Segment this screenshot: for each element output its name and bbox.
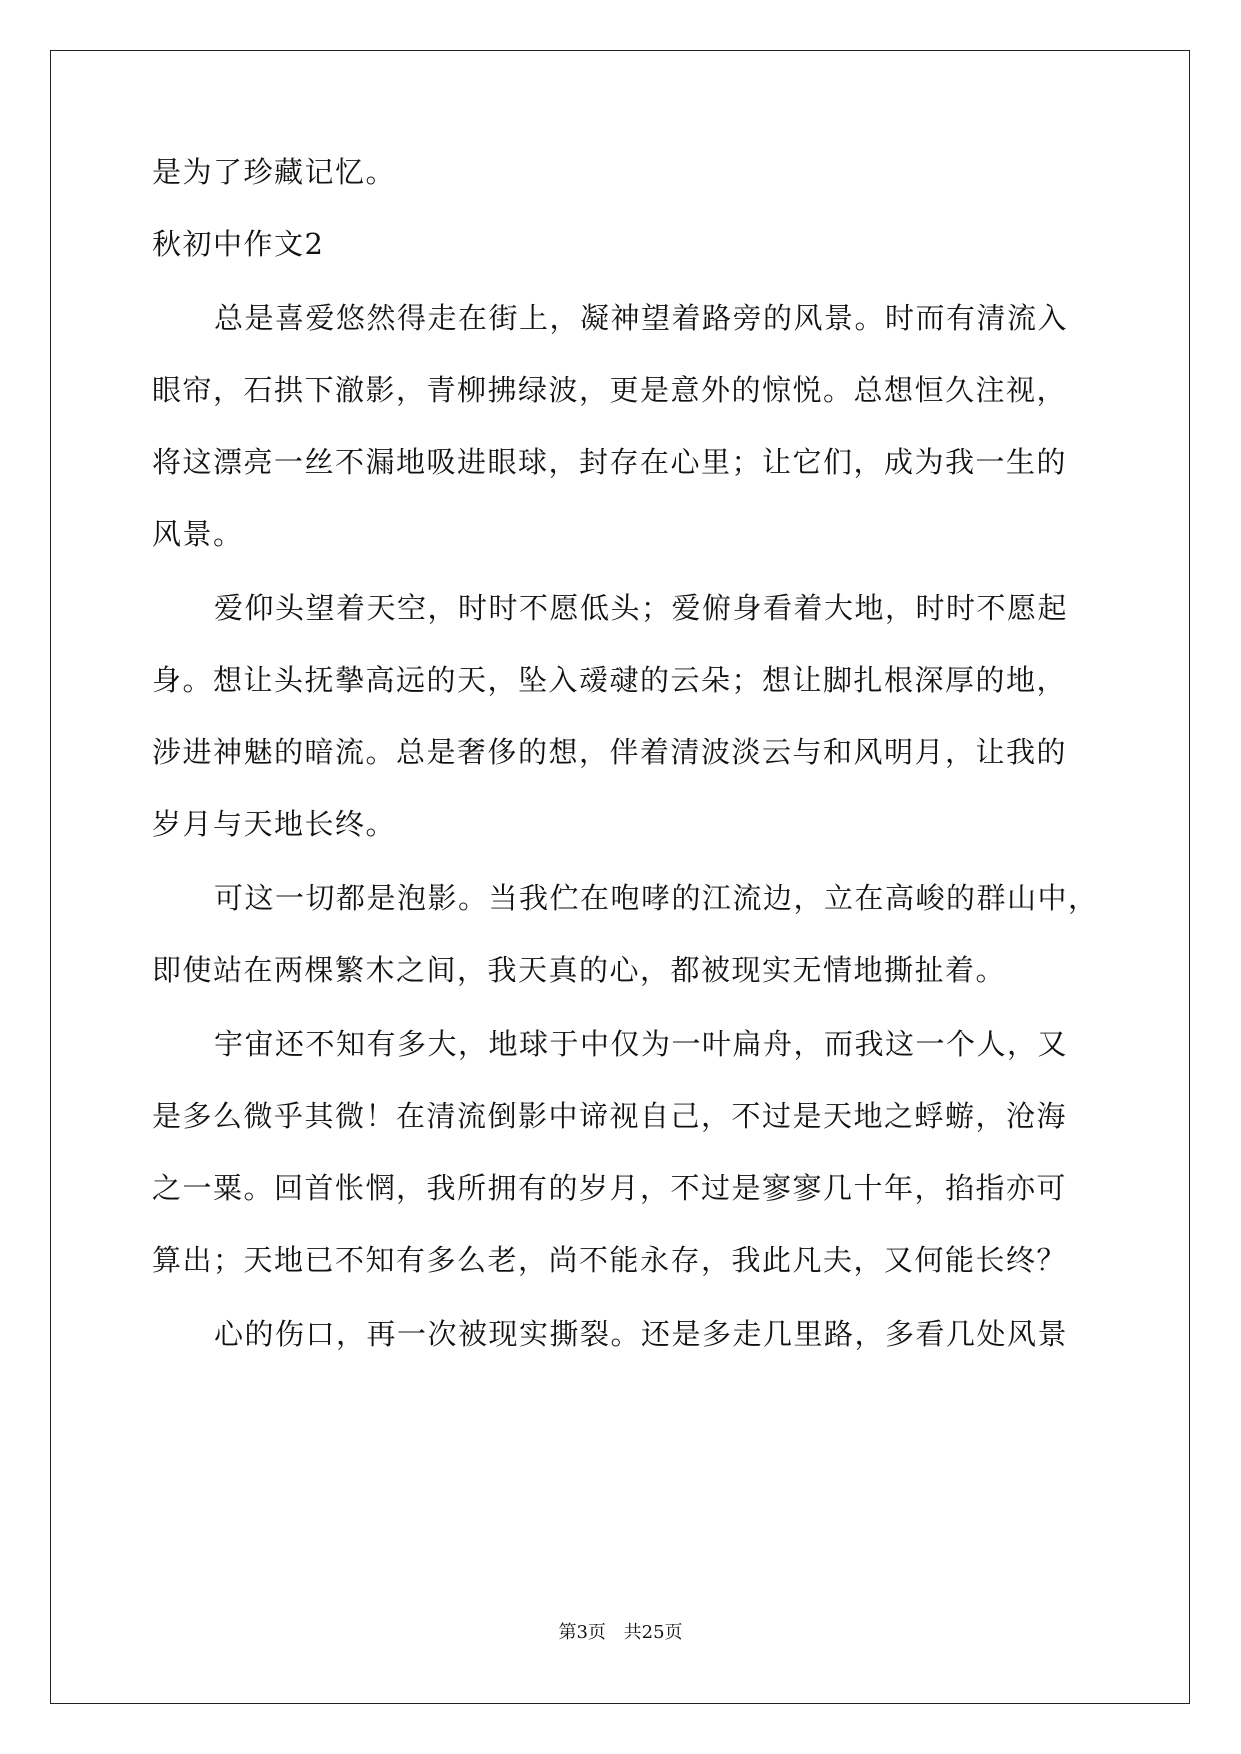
page-number: 第3页 [558,1622,606,1643]
text-line: 总是喜爱悠然得走在街上，凝神望着路旁的风景。时而有清流入 [214,301,1069,335]
text-line: 可这一切都是泡影。当我伫在咆哮的江流边，立在高峻的群山中， [214,881,1099,915]
text-line: 身。想让头抚摰高远的天，坠入叆叇的云朵；想让脚扎根深厚的地， [152,663,1068,697]
section-heading: 秋初中作文2 [152,227,325,261]
text-line: 算出；天地已不知有多么老，尚不能永存，我此凡夫，又何能长终？ [152,1243,1068,1277]
text-line: 眼帘，石拱下澈影，青柳拂绿波，更是意外的惊悦。总想恒久注视， [152,373,1068,407]
text-line: 是多么微乎其微！在清流倒影中谛视自己，不过是天地之蜉蝣，沧海 [152,1099,1068,1133]
page-total: 共25页 [623,1622,683,1643]
text-line: 爱仰头望着天空，时时不愿低头；爱俯身看着大地，时时不愿起 [214,591,1069,625]
text-line: 心的伤口，再一次被现实撕裂。还是多走几里路，多看几处风景 [214,1317,1069,1351]
page-footer [0,1622,1241,1644]
text-line: 涉进神魅的暗流。总是奢侈的想，伴着清波淡云与和风明月，让我的 [152,735,1068,769]
text-line: 风景。 [152,517,244,551]
text-line: 岁月与天地长终。 [152,807,397,841]
page-border [50,50,1190,1704]
text-line: 将这漂亮一丝不漏地吸进眼球，封存在心里；让它们，成为我一生的 [152,445,1068,479]
text-line: 之一粟。回首怅惘，我所拥有的岁月，不过是寥寥几十年，掐指亦可 [152,1171,1068,1205]
text-line: 即使站在两棵繁木之间，我天真的心，都被现实无情地撕扯着。 [152,953,1007,987]
text-line: 宇宙还不知有多大，地球于中仅为一叶扁舟，而我这一个人，又 [214,1027,1069,1061]
text-line: 是为了珍藏记忆。 [152,155,397,189]
